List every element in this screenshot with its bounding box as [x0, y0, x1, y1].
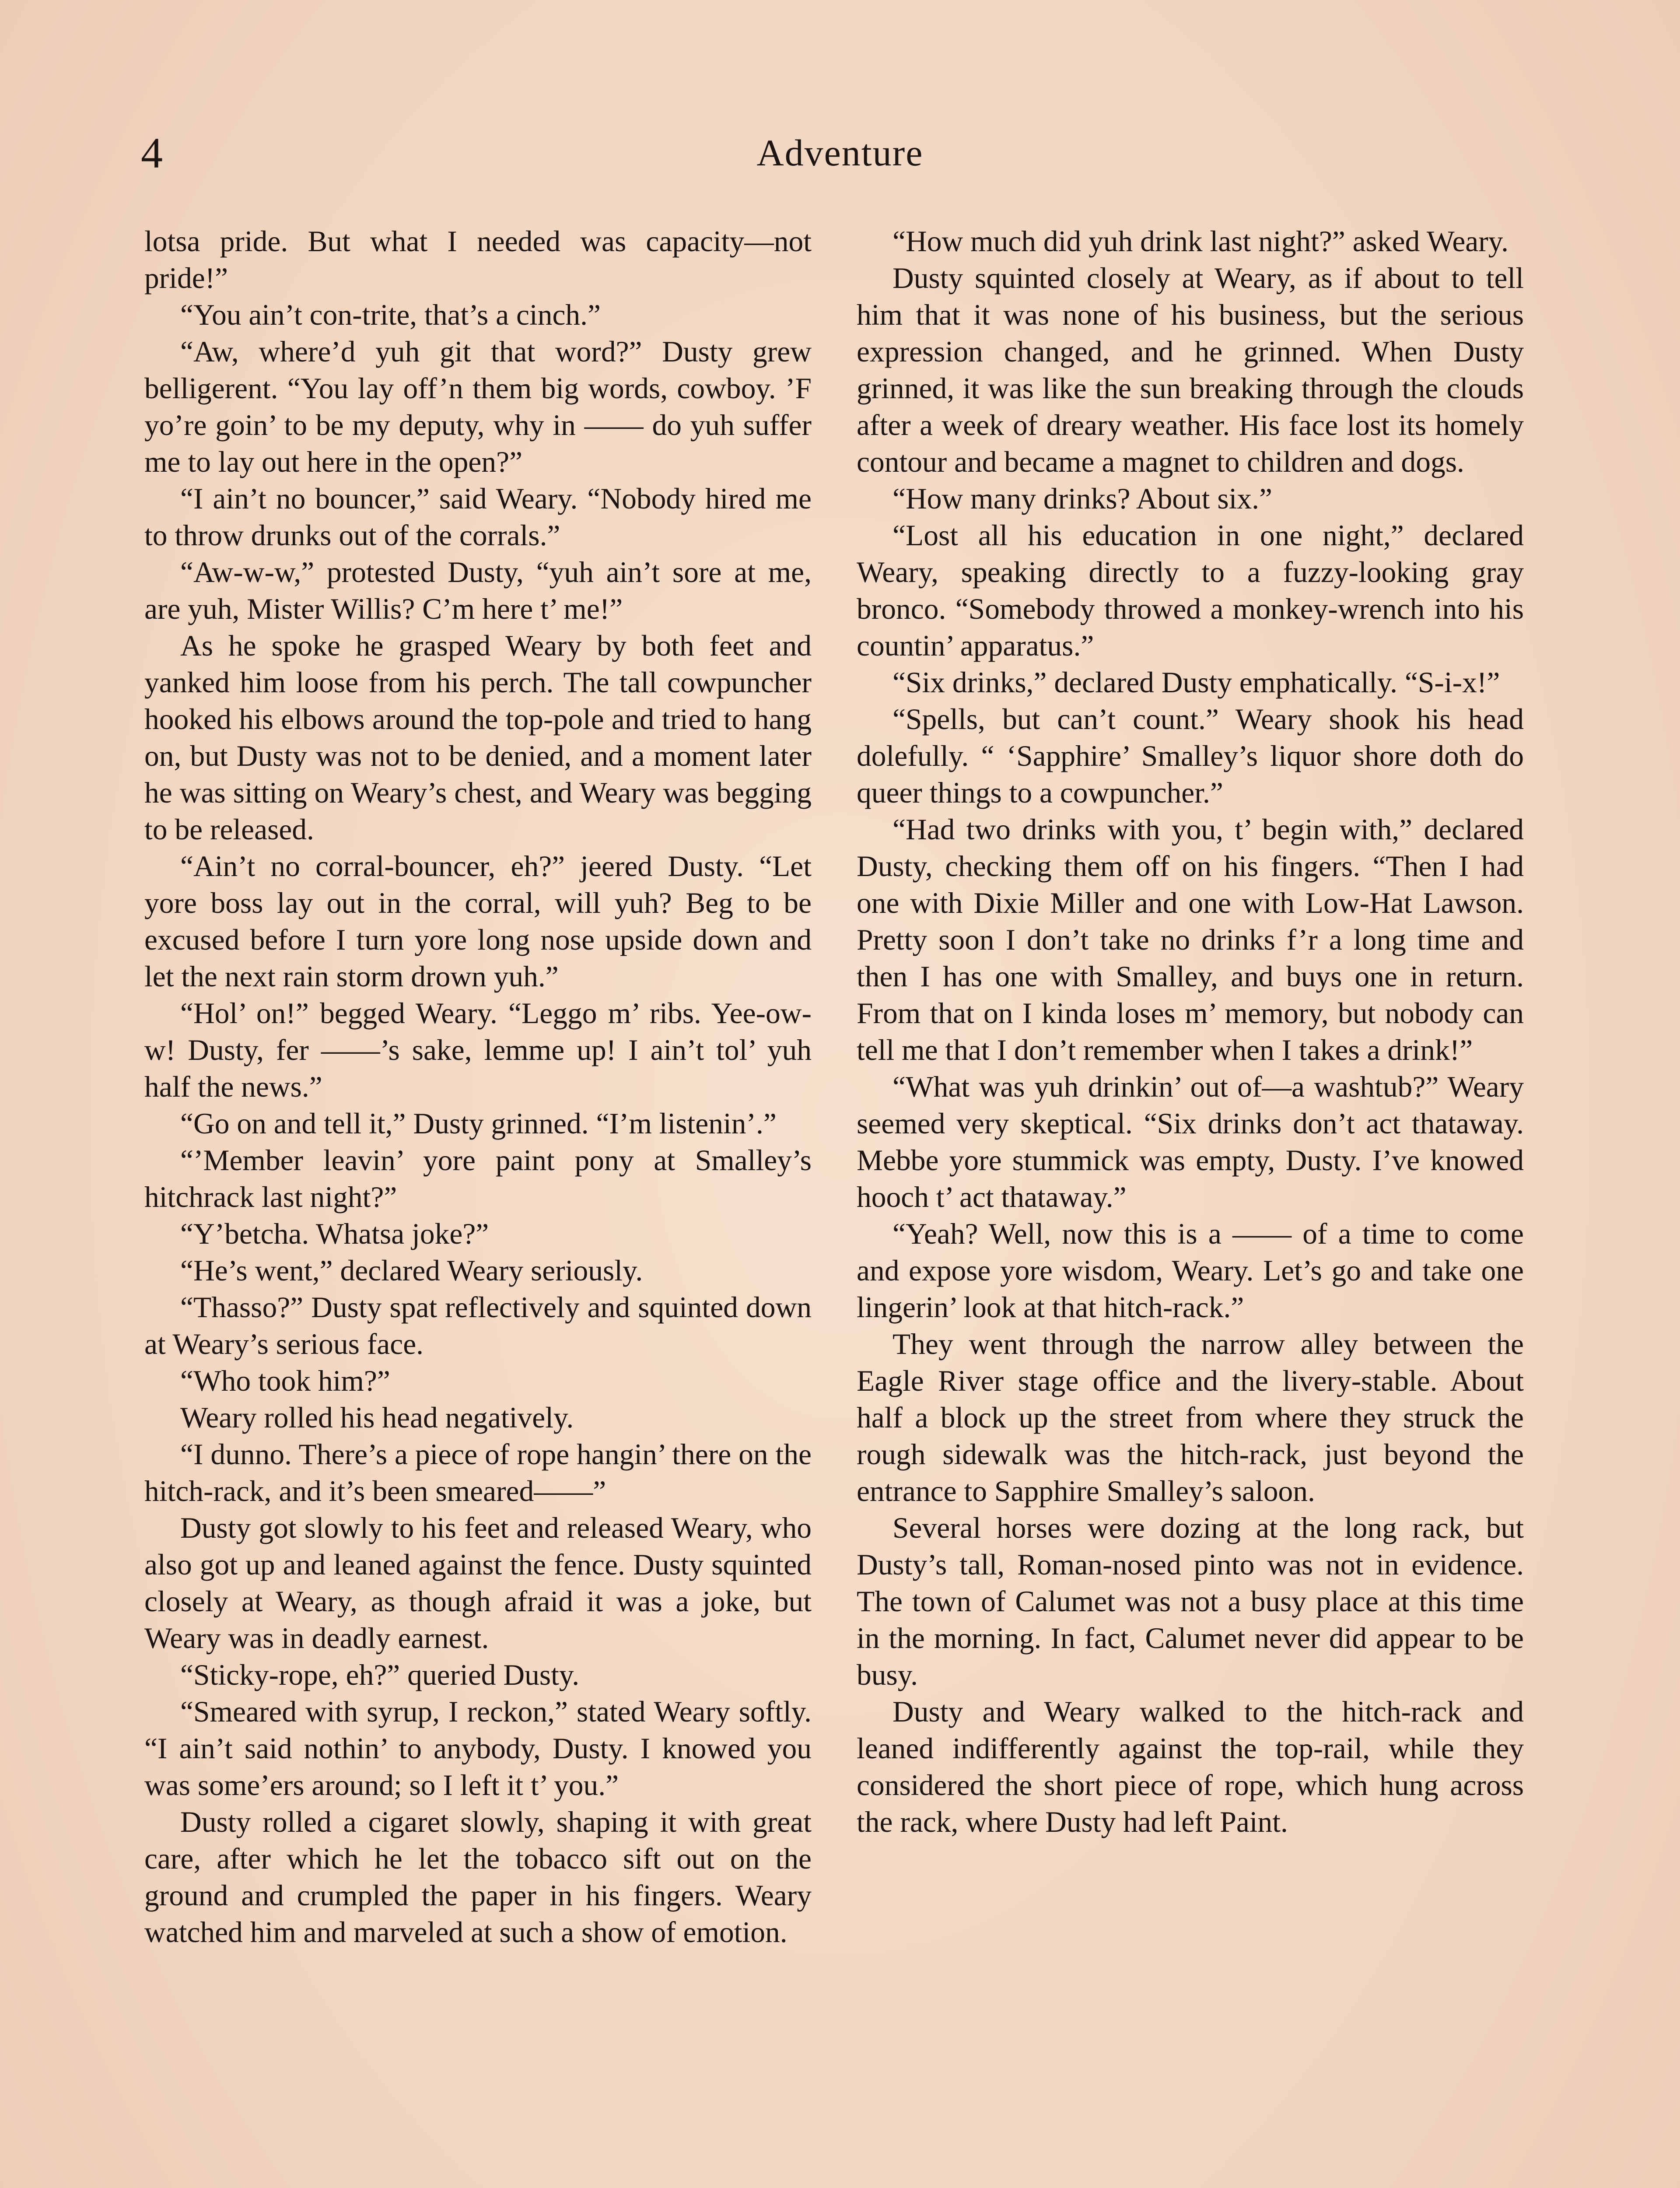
- paragraph: They went through the narrow alley between the Eagle River stage office and the livery-stable. About half a block up the street from where they struck the rough sidewalk was the hitch-rack, just beyond the entrance to Sapphire Smalley’s saloon.: [857, 1328, 1524, 1508]
- paragraph: “How many drinks? About six.”: [892, 482, 1273, 515]
- paragraph: “Go on and tell it,” Dusty grinned. “I’m listenin’.”: [180, 1107, 777, 1140]
- paragraph: “How much did yuh drink last night?” asked Weary.: [892, 225, 1508, 258]
- paragraph: lotsa pride. But what I needed was capacity—not pride!”: [144, 225, 812, 295]
- paragraph: As he spoke he grasped Weary by both feet and yanked him loose from his perch. The tall cowpuncher hooked his elbows around the top-pole and tried to hang on, but Dusty was not to be denied, and a moment later he was sitting on Weary’s chest, and Weary was begging to be released.: [144, 629, 812, 846]
- paragraph: “’Member leavin’ yore paint pony at Smalley’s hitchrack last night?”: [144, 1144, 812, 1213]
- right-column: [857, 223, 1524, 1841]
- paragraph: Weary rolled his head negatively.: [180, 1401, 574, 1434]
- paragraph: Dusty got slowly to his feet and released Weary, who also got up and leaned against the fence. Dusty squinted closely at Weary, as though afraid it was a joke, but Weary was in deadly earnest.: [144, 1511, 812, 1655]
- page-number: 4: [141, 129, 163, 177]
- paragraph: “Thasso?” Dusty spat reflectively and squinted down at Weary’s serious face.: [144, 1291, 812, 1360]
- paragraph: “You ain’t con-trite, that’s a cinch.”: [180, 298, 601, 331]
- paragraph: Several horses were dozing at the long rack, but Dusty’s tall, Roman-nosed pinto was not in evidence. The town of Calumet was not a busy place at this time in the morning. In fact, Calumet never did appear to be busy.: [857, 1511, 1524, 1691]
- paragraph: Dusty rolled a cigaret slowly, shaping it with great care, after which he let the tobacco sift out on the ground and crumpled the paper in his fingers. Weary watched him and marveled at such a show of emotion.: [144, 1806, 812, 1949]
- paragraph: “Sticky-rope, eh?” queried Dusty.: [180, 1659, 580, 1691]
- paragraph: “Hol’ on!” begged Weary. “Leggo m’ ribs. Yee-ow-w! Dusty, fer ——’s sake, lemme up! I ain’t tol’ yuh half the news.”: [144, 997, 812, 1103]
- paragraph: Dusty and Weary walked to the hitch-rack and leaned indifferently against the top-rail, while they considered the short piece of rope, which hung across the rack, where Dusty had left Paint.: [857, 1695, 1524, 1838]
- paragraph: “Y’betcha. Whatsa joke?”: [180, 1217, 489, 1250]
- paragraph: “He’s went,” declared Weary seriously.: [180, 1254, 643, 1287]
- paragraph: “Lost all his education in one night,” declared Weary, speaking directly to a fuzzy-looking gray bronco. “Somebody throwed a monkey-wrench into his countin’ apparatus.”: [857, 519, 1524, 662]
- paragraph: “Smeared with syrup, I reckon,” stated Weary softly. “I ain’t said nothin’ to anybody, Dusty. I knowed you was some’ers around; so I left it t’ you.”: [144, 1695, 812, 1802]
- paragraph: “I ain’t no bouncer,” said Weary. “Nobody hired me to throw drunks out of the corrals.”: [144, 482, 812, 552]
- paragraph: “Had two drinks with you, t’ begin with,” declared Dusty, checking them off on his fingers. “Then I had one with Dixie Miller and one with Low-Hat Lawson. Pretty soon I don’t take no drinks f’r a long time and then I has one with Smalley, and buys one in return. From that on I kinda loses m’ memory, but nobody can tell me that I don’t remember when I takes a drink!”: [857, 813, 1524, 1066]
- paragraph: Dusty squinted closely at Weary, as if about to tell him that it was none of his business, but the serious expression changed, and he grinned. When Dusty grinned, it was like the sun breaking through the clouds after a week of dreary weather. His face lost its homely contour and became a magnet to children and dogs.: [857, 262, 1524, 478]
- paragraph: “I dunno. There’s a piece of rope hangin’ there on the hitch-rack, and it’s been smeared——”: [144, 1438, 812, 1508]
- paragraph: “Six drinks,” declared Dusty emphatically. “S-i-x!”: [892, 666, 1500, 699]
- paragraph: “Ain’t no corral-bouncer, eh?” jeered Dusty. “Let yore boss lay out in the corral, will yuh? Beg to be excused before I turn yore long nose upside down and let the next rain storm drown yuh.”: [144, 850, 812, 993]
- paragraph: “Who took him?”: [180, 1364, 390, 1397]
- paragraph: “Spells, but can’t count.” Weary shook his head dolefully. “ ‘Sapphire’ Smalley’s liquor shore doth do queer things to a cowpuncher.”: [857, 703, 1524, 809]
- left-column: [144, 223, 812, 1951]
- paragraph: “Yeah? Well, now this is a —— of a time to come and expose yore wisdom, Weary. Let’s go and take one lingerin’ look at that hitch-rack.”: [857, 1217, 1524, 1324]
- paragraph: “What was yuh drinkin’ out of—a washtub?” Weary seemed very skeptical. “Six drinks don’t act thataway. Mebbe yore stummick was empty, Dusty. I’ve knowed hooch t’ act thataway.”: [857, 1070, 1524, 1213]
- running-head: Adventure: [756, 132, 924, 174]
- paragraph: “Aw, where’d yuh git that word?” Dusty grew belligerent. “You lay off’n them big words, cowboy. ’F yo’re goin’ to be my deputy, why in —— do yuh suffer me to lay out here in the open?”: [144, 335, 812, 478]
- paragraph: “Aw-w-w,” protested Dusty, “yuh ain’t sore at me, are yuh, Mister Willis? C’m here t’ me!”: [144, 556, 812, 625]
